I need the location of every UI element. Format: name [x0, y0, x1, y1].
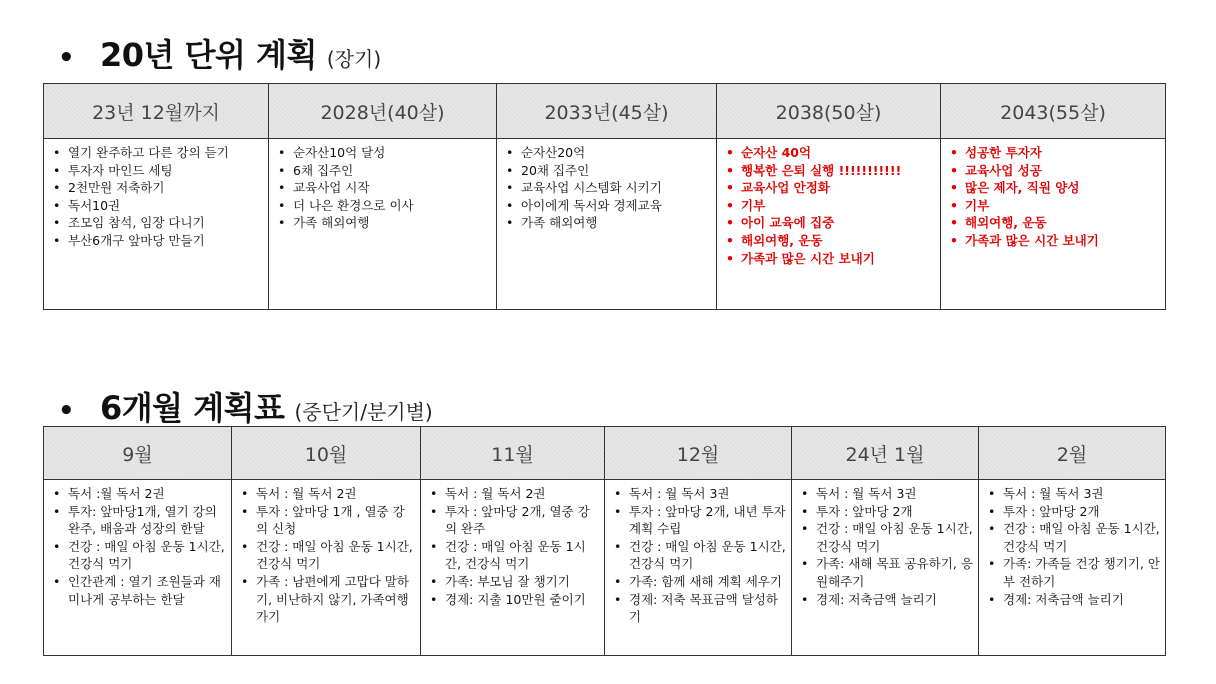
- goal-item: • 건강 : 매일 아침 운동 1시간, 건강식 먹기: [985, 520, 1161, 555]
- goal-item: • 가족: 부모님 잘 챙기기: [427, 573, 600, 591]
- goal-item: • 순자산 40억: [723, 144, 936, 162]
- column-header: 2028년(40살): [269, 84, 497, 139]
- six-month-heading: [58, 383, 433, 429]
- column-header: 2043(55살): [941, 84, 1166, 139]
- plan-cell-2038: [717, 139, 941, 310]
- goal-item: • 건강 : 매일 아침 운동 1시간, 건강식 먹기: [427, 538, 600, 573]
- goal-item: • 열기 완주하고 다른 강의 듣기: [50, 144, 264, 162]
- long-term-heading: [58, 30, 381, 76]
- plan-cell-january: [792, 480, 979, 656]
- goal-item: • 건강 : 매일 아침 운동 1시간, 건강식 먹기: [238, 538, 416, 573]
- goal-item: • 교육사업 성공: [947, 162, 1161, 180]
- goal-list: [611, 485, 787, 626]
- long-term-subtitle: (장기): [326, 47, 382, 71]
- goal-item: • 2천만원 저축하기: [50, 179, 264, 197]
- goal-item: • 건강 : 매일 아침 운동 1시간, 건강식 먹기: [611, 538, 787, 573]
- plan-cell-october: [232, 480, 421, 656]
- goal-item: • 해외여행, 운동: [947, 214, 1161, 232]
- goal-item: • 가족: 함께 새해 계획 세우기: [611, 573, 787, 591]
- goal-item: • 건강 : 매일 아침 운동 1시간, 건강식 먹기: [50, 538, 227, 573]
- goal-item: • 투자 : 앞마당 2개, 열중 강의 완주: [427, 503, 600, 538]
- plan-cell-september: [44, 480, 232, 656]
- goal-item: • 더 나은 환경으로 이사: [275, 197, 492, 215]
- goal-list: [275, 144, 492, 232]
- goal-item: • 투자 : 앞마당 1개 , 열중 강의 신청: [238, 503, 416, 538]
- goal-item: • 교육사업 시스템화 시키기: [503, 179, 712, 197]
- goal-item: • 독서 : 월 독서 3권: [985, 485, 1161, 503]
- goal-item: • 성공한 투자자: [947, 144, 1161, 162]
- goal-item: • 투자 : 앞마당 2개: [985, 503, 1161, 521]
- plan-cell-2028: [269, 139, 497, 310]
- goal-item: • 부산6개구 앞마당 만들기: [50, 232, 264, 250]
- column-header: 2월: [979, 427, 1166, 480]
- goal-item: • 가족 : 남편에게 고맙다 말하기, 비난하지 않기, 가족여행 가기: [238, 573, 416, 626]
- long-term-plan-table: [43, 83, 1166, 310]
- goal-list: [50, 144, 264, 250]
- goal-item: • 독서 : 월 독서 3권: [611, 485, 787, 503]
- goal-item: • 가족 해외여행: [275, 214, 492, 232]
- column-header: 12월: [605, 427, 792, 480]
- plan-cell-february: [979, 480, 1166, 656]
- goal-item: • 경제: 저축 목표금액 달성하기: [611, 591, 787, 626]
- goal-item: • 독서 : 월 독서 3권: [798, 485, 974, 503]
- goal-item: • 행복한 은퇴 실행 !!!!!!!!!!!: [723, 162, 936, 180]
- goal-item: • 가족과 많은 시간 보내기: [947, 232, 1161, 250]
- six-month-plan-table: [43, 426, 1166, 656]
- plan-cell-november: [421, 480, 605, 656]
- highlight-goal-list: [947, 144, 1161, 250]
- column-header: 2038(50살): [717, 84, 941, 139]
- goal-item: • 순자산20억: [503, 144, 712, 162]
- goal-item: • 많은 제자, 직원 양성: [947, 179, 1161, 197]
- goal-item: • 독서 :월 독서 2권: [50, 485, 227, 503]
- goal-item: • 독서 : 월 독서 2권: [238, 485, 416, 503]
- table-body-row: [44, 139, 1166, 310]
- plan-cell-2043: [941, 139, 1166, 310]
- goal-item: • 경제: 지출 10만원 줄이기: [427, 591, 600, 609]
- goal-item: • 경제: 저축금액 늘리기: [985, 591, 1161, 609]
- goal-item: • 아이 교육에 집중: [723, 214, 936, 232]
- goal-item: • 기부: [723, 197, 936, 215]
- goal-item: • 투자자 마인드 세팅: [50, 162, 264, 180]
- goal-item: • 20채 집주인: [503, 162, 712, 180]
- goal-list: [50, 485, 227, 608]
- goal-list: [985, 485, 1161, 608]
- column-header: 2033년(45살): [497, 84, 717, 139]
- column-header: 10월: [232, 427, 421, 480]
- column-header: 24년 1월: [792, 427, 979, 480]
- goal-item: • 가족: 새해 목표 공유하기, 응원해주기: [798, 555, 974, 590]
- goal-list: [427, 485, 600, 608]
- goal-item: • 교육사업 안정화: [723, 179, 936, 197]
- heading-bullet: •: [58, 43, 75, 73]
- goal-item: • 6채 집주인: [275, 162, 492, 180]
- goal-item: • 가족: 가족들 건강 챙기기, 안부 전하기: [985, 555, 1161, 590]
- table-header-row: [44, 427, 1166, 480]
- plan-cell-december: [605, 480, 792, 656]
- goal-item: • 가족 해외여행: [503, 214, 712, 232]
- goal-item: • 투자: 앞마당1개, 열기 강의 완주, 배움과 성장의 한달: [50, 503, 227, 538]
- goal-item: • 아이에게 독서와 경제교육: [503, 197, 712, 215]
- goal-item: • 경제: 저축금액 늘리기: [798, 591, 974, 609]
- highlight-goal-list: [723, 144, 936, 267]
- goal-item: • 가족과 많은 시간 보내기: [723, 250, 936, 268]
- column-header: 23년 12월까지: [44, 84, 269, 139]
- table-header-row: [44, 84, 1166, 139]
- plan-cell-2033: [497, 139, 717, 310]
- goal-item: • 순자산10억 달성: [275, 144, 492, 162]
- goal-item: • 해외여행, 운동: [723, 232, 936, 250]
- goal-item: • 투자 : 앞마당 2개: [798, 503, 974, 521]
- six-month-title: 6개월 계획표: [100, 389, 285, 427]
- goal-item: • 기부: [947, 197, 1161, 215]
- heading-bullet: •: [58, 396, 75, 426]
- goal-item: • 인간관계 : 열기 조원들과 재미나게 공부하는 한달: [50, 573, 227, 608]
- goal-list: [238, 485, 416, 626]
- goal-list: [503, 144, 712, 232]
- goal-list: [798, 485, 974, 608]
- six-month-subtitle: (중단기/분기별): [294, 400, 433, 424]
- goal-item: • 투자 : 앞마당 2개, 내년 투자계획 수립: [611, 503, 787, 538]
- goal-item: • 건강 : 매일 아침 운동 1시간, 건강식 먹기: [798, 520, 974, 555]
- goal-item: • 독서10권: [50, 197, 264, 215]
- column-header: 11월: [421, 427, 605, 480]
- goal-item: • 조모임 참석, 임장 다니기: [50, 214, 264, 232]
- table-body-row: [44, 480, 1166, 656]
- long-term-title: 20년 단위 계획: [100, 36, 317, 74]
- goal-item: • 독서 : 월 독서 2권: [427, 485, 600, 503]
- goal-item: • 교육사업 시작: [275, 179, 492, 197]
- column-header: 9월: [44, 427, 232, 480]
- plan-cell-2023: [44, 139, 269, 310]
